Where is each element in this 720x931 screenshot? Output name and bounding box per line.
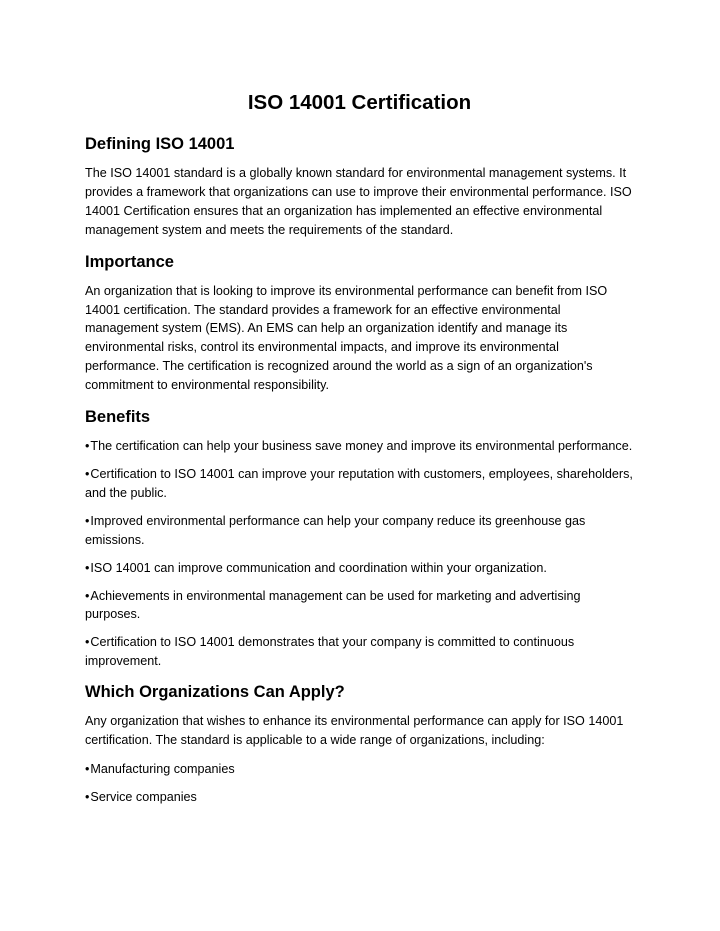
- list-item-text: Manufacturing companies: [90, 761, 235, 776]
- bullet-icon: •: [85, 789, 90, 804]
- list-item: [85, 633, 634, 671]
- list-item: [85, 760, 634, 779]
- section-paragraph-defining: The ISO 14001 standard is a globally known standard for environmental management systems. It provides a framework that organizations can use to improve their environmental performance. ISO 14001 Certification ensures that an organization has implemented an effective environmental management system and meets the requirements of the standard.: [85, 166, 632, 237]
- list-item: [85, 559, 634, 578]
- bullet-icon: •: [85, 761, 90, 776]
- list-item: [85, 587, 634, 625]
- list-item-text: Improved environmental performance can help your company reduce its greenhouse gas emissions.: [85, 513, 586, 547]
- section-heading-defining: Defining ISO 14001: [85, 135, 235, 153]
- list-item: [85, 465, 634, 503]
- bullet-icon: •: [85, 439, 90, 454]
- section-paragraph-which-organizations: Any organization that wishes to enhance its environmental performance can apply for ISO 14001 certification. The standard is applicable to a wide range of organizations, including:: [85, 714, 624, 748]
- bullet-icon: •: [85, 635, 90, 650]
- list-item-text: Certification to ISO 14001 demonstrates that your company is committed to continuous improvement.: [85, 635, 575, 669]
- bullet-icon: •: [85, 588, 90, 603]
- list-item: [85, 788, 634, 807]
- section-heading-which-organizations: Which Organizations Can Apply?: [85, 683, 345, 702]
- list-item-text: ISO 14001 can improve communication and coordination within your organization.: [90, 560, 547, 575]
- section-heading-importance: Importance: [85, 252, 174, 271]
- list-item-text: The certification can help your business save money and improve its environmental performance.: [90, 439, 633, 454]
- section-paragraph-importance: An organization that is looking to improve its environmental performance can benefit from ISO 14001 certification. The standard provides a framework for an effective environmental management system (EMS). An EMS can help an organization identify and manage its environmental risks, control its environmental impacts, and improve its environmental performance. The certification is recognized around the world as a sign of an organization's commitment to environmental responsibility.: [85, 283, 608, 393]
- list-item: [85, 437, 634, 456]
- list-item-text: Service companies: [90, 789, 197, 804]
- bullet-icon: •: [85, 466, 90, 481]
- list-item-text: Achievements in environmental management can be used for marketing and advertising purposes.: [85, 588, 581, 622]
- bullet-icon: •: [85, 560, 90, 575]
- list-item: [85, 512, 634, 550]
- bullet-icon: •: [85, 513, 90, 528]
- section-heading-benefits: Benefits: [85, 408, 151, 427]
- list-item-text: Certification to ISO 14001 can improve your reputation with customers, employees, shareholders, and the public.: [85, 466, 633, 500]
- document-title: ISO 14001 Certification: [247, 91, 472, 114]
